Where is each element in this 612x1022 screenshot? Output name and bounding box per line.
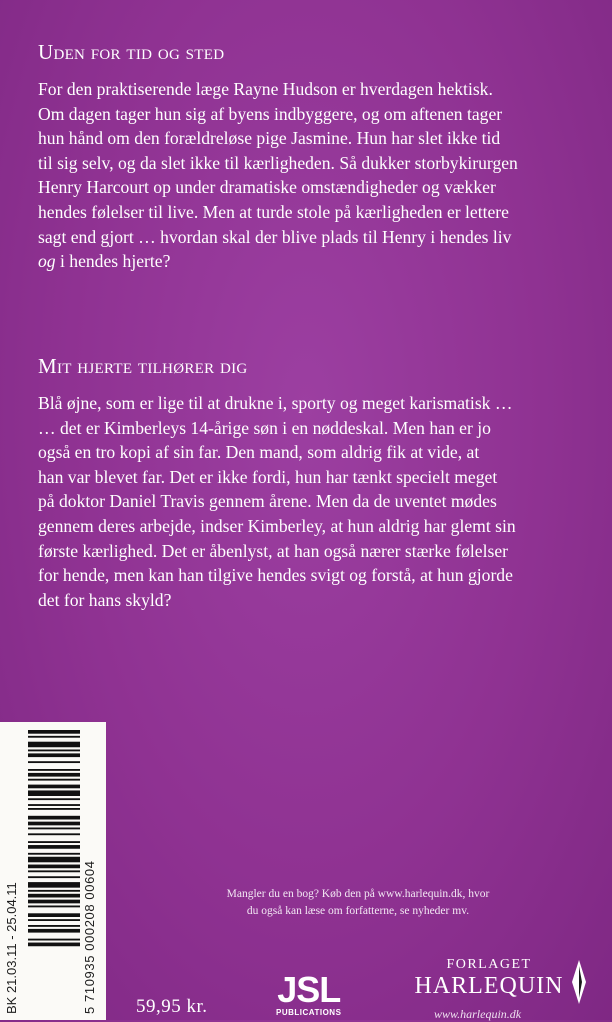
blurb-line: det for hans skyld? [38,589,172,610]
blurb-line-last-rest: i hendes hjerte? [55,251,171,272]
blurb-line: første kærlighed. Det er åbenlyst, at han også nærer stærke følelser [38,540,509,561]
blurb-line: han var blevet far. Det er ikke fordi, hun har tænkt specielt meget [38,466,498,487]
harlequin-logo [404,957,574,999]
blurb-line: For den praktiserende læge Rayne Hudson er hverdagen hektisk. [38,79,493,99]
blurb-line: på doktor Daniel Travis gennem årene. Men da de uventet mødes [38,491,497,512]
barcode-number: 5 710935 000208 00604 [82,860,97,1014]
emphasis-og: og [38,251,56,272]
blurb-line: … det er Kimberleys 14-årige søn i en nøddeskal. Men han er jo [38,417,491,438]
promo-text [168,886,548,920]
promo-line-2: du også kan læse om forfatterne, se nyheder mv. [246,905,470,917]
publisher-line-2: HARLEQUIN [414,973,564,999]
blurb-line: Henry Harcourt op under dramatiske omstændigheder og vækker [38,177,496,198]
price-label: 59,95 kr. [136,996,208,1017]
blurb-line-last [38,249,593,274]
blurb-line: hun hånd om den forældreløse pige Jasmine. Hun har slet ikke tid [38,128,501,149]
publisher-line-1: FORLAGET [446,957,532,972]
jsl-publications-logo [276,969,342,1018]
date-code-label: BK 21.03.11 - 25.04.11 [4,882,19,1014]
blurb-line: Blå øjne, som er lige til at drukne i, sporty og meget karismatisk … [38,393,513,413]
blurb-paragraph-1 [38,77,593,274]
barcode-icon [28,730,80,1012]
section-title-mit-hjerte-tilhorer-dig: Mit hjerte tilhører dig [38,354,248,378]
promo-line-1: Mangler du en bog? Køb den på www.harlequin.dk, hvor [226,888,490,900]
blurb-line: Om dagen tager hun sig af byens indbyggere, og om aftenen tager [38,103,503,124]
blurb-line: også en tro kopi af sin far. Den mand, som aldrig fik at vide, at [38,442,480,463]
blurb-line: for hende, men kan han tilgive hendes svigt og forstå, at hun gjorde [38,565,513,586]
blurb-paragraph-2 [38,391,593,612]
blurb-line: til sig selv, og da slet ikke til kærligheden. Så dukker storbykirurgen [38,152,518,173]
blurb-line: sagt end gjort … hvordan skal der blive plads til Henry i hendes liv [38,226,512,247]
blurb-line: gennem deres arbejde, indser Kimberley, at hun aldrig har glemt sin [38,515,516,536]
jsl-logo-subtext: PUBLICATIONS [276,1008,342,1017]
blurb-line: hendes følelser til live. Men at turde stole på kærligheden er lettere [38,201,509,222]
diamond-icon [572,960,586,1004]
website-link[interactable]: www.harlequin.dk [434,1007,522,1021]
jsl-logo-text: JSL [277,969,341,1010]
section-title-uden-for-tid-og-sted: Uden for tid og sted [38,40,225,64]
